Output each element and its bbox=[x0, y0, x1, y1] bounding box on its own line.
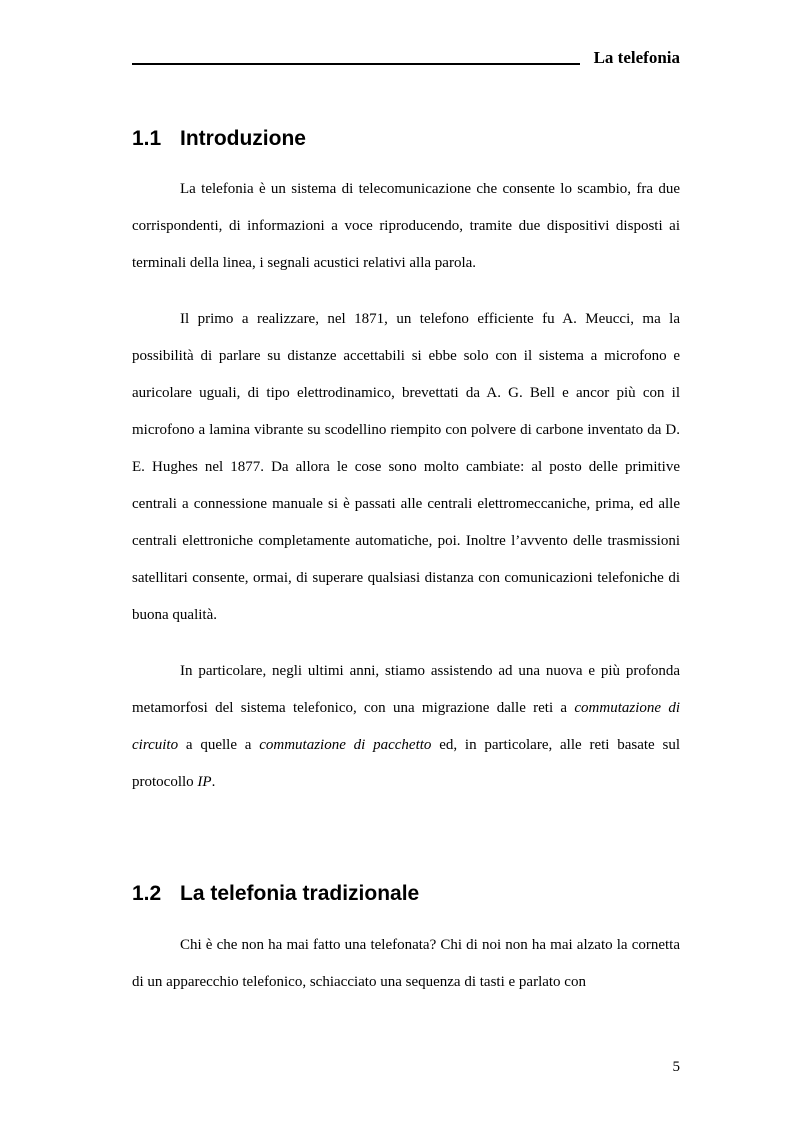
text-run: ed, in particolare, alle reti basate sul protocollo bbox=[132, 737, 680, 790]
paragraph bbox=[132, 171, 680, 282]
page-number: 5 bbox=[672, 1059, 680, 1075]
italic-term: commutazione di circuito bbox=[132, 700, 680, 753]
text-run: a quelle a bbox=[178, 737, 260, 753]
text-run: Chi è che non ha mai fatto una telefonata? Chi di noi non ha mai alzato la cornetta di un apparecchio telefonico, schiacciato una sequenza di tasti e parlato con bbox=[132, 937, 680, 990]
text-run: Il primo a realizzare, nel 1871, un telefono efficiente fu A. Meucci, ma la possibilità di parlare su distanze accettabili si ebbe solo con il sistema a microfono e auricolare uguali, di tipo elettrodinamico, brevettati da A. G. Bell e ancor più con il microfono a lamina vibrante su scodellino riempito con polvere di carbone inventato da D. E. Hughes nel 1877. Da allora le cose sono molto cambiate: al posto delle primitive centrali a connessione manuale si è passati alle centrali elettromeccaniche, prima, ed alle centrali elettroniche completamente automatiche, poi. Inoltre l’avvento delle trasmissioni satellitari consente, ormai, di superare qualsiasi distanza con comunicazioni telefoniche di buona qualità. bbox=[132, 311, 680, 623]
header-rule bbox=[132, 63, 580, 65]
section-number: 1.1 bbox=[132, 127, 162, 150]
italic-term: commutazione di pacchetto bbox=[259, 737, 432, 753]
section-body-telefonia-tradizionale bbox=[132, 927, 680, 1001]
text-run: . bbox=[211, 774, 216, 790]
section-heading-telefonia-tradizionale bbox=[132, 881, 419, 907]
running-header-title: La telefonia bbox=[593, 48, 680, 67]
italic-term: IP bbox=[197, 774, 212, 790]
section-heading-introduzione bbox=[132, 126, 306, 152]
section-title: La telefonia tradizionale bbox=[180, 882, 420, 905]
section-number: 1.2 bbox=[132, 882, 162, 905]
paragraph bbox=[132, 301, 680, 634]
text-run: La telefonia è un sistema di telecomunicazione che consente lo scambio, fra due corrispondenti, di informazioni a voce riproducendo, tramite due dispositivi disposti ai terminali della linea, i segnali acustici relativi alla parola. bbox=[132, 181, 680, 271]
text-run: In particolare, negli ultimi anni, stiamo assistendo ad una nuova e più profonda metamorfosi del sistema telefonico, con una migrazione dalle reti a bbox=[132, 663, 680, 716]
paragraph bbox=[132, 927, 680, 1001]
section-title: Introduzione bbox=[180, 127, 306, 150]
section-body-introduzione bbox=[132, 171, 680, 801]
paragraph bbox=[132, 653, 680, 801]
